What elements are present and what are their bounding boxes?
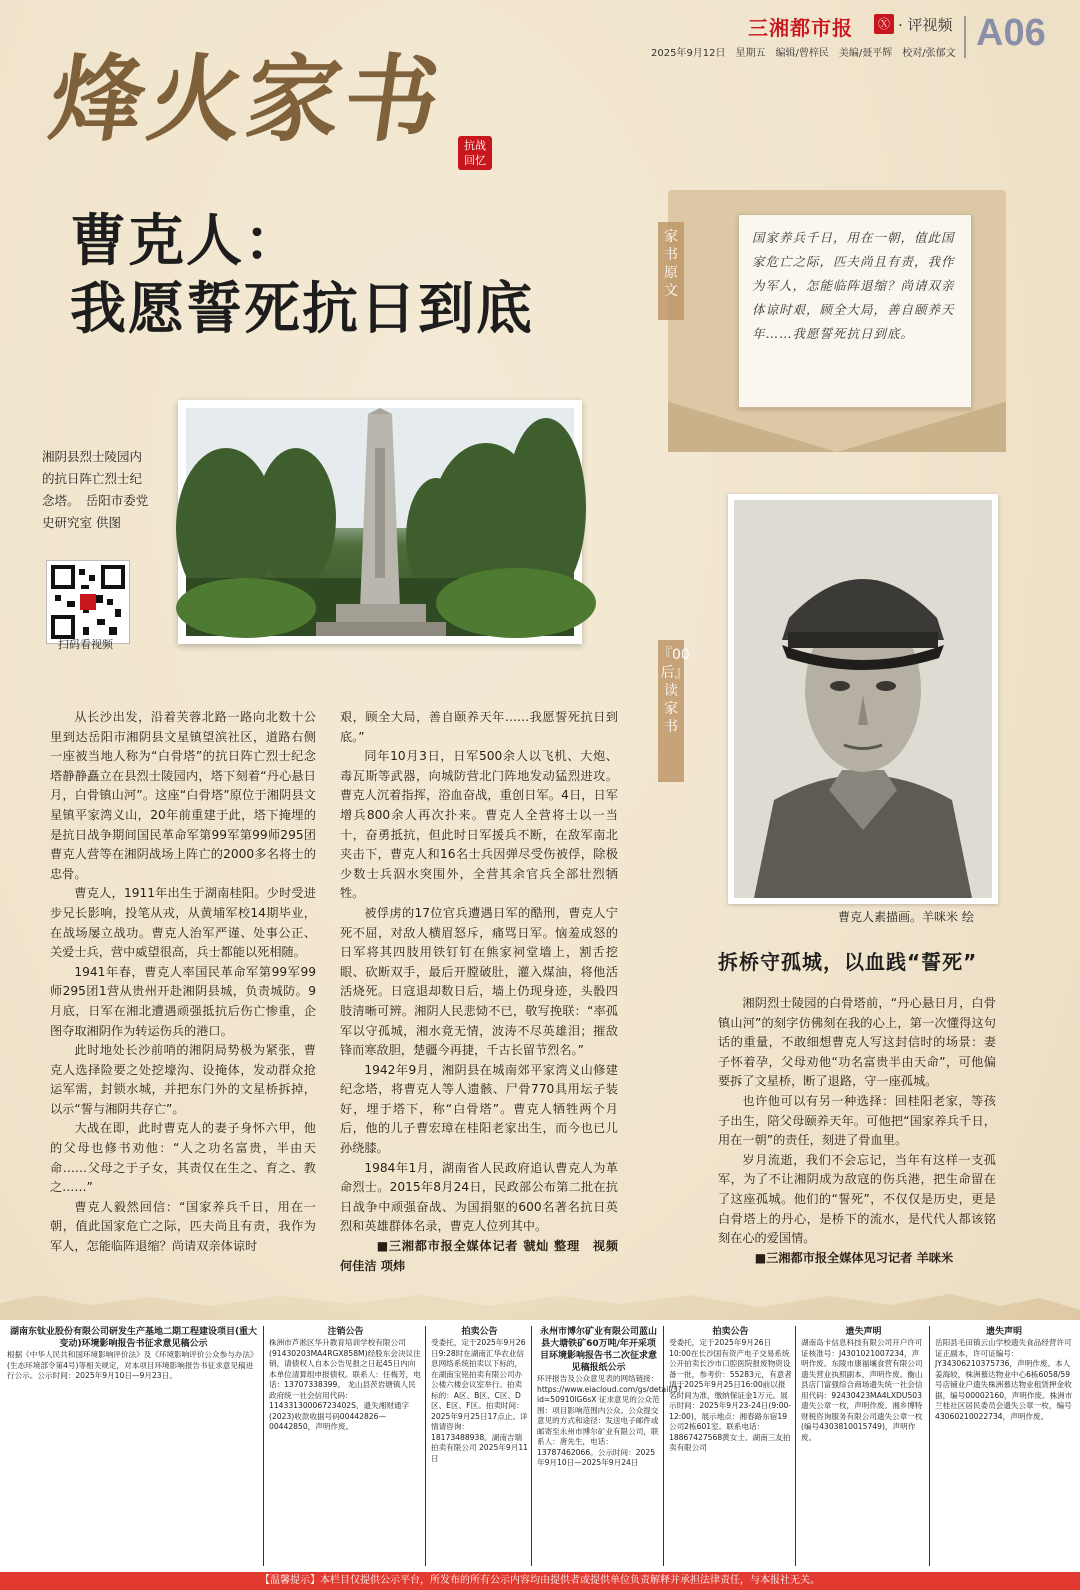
qr-code-icon[interactable] — [46, 560, 130, 644]
article-paragraph: 1942年9月，湘阴县在城南郊平家湾义山修建纪念塔，将曹克人等人遗骸、尸骨770具用坛子装好，埋于塔下，称“白骨塔”。曹克人牺牲两个月后，他的儿子曹宏璋在桂阳老家出生，而今也已儿孙绕膝。 — [340, 1062, 618, 1156]
portrait-illustration — [734, 500, 992, 898]
monument-illustration — [186, 408, 574, 636]
classified-notice — [932, 1326, 1076, 1566]
classified-text: 岳阳县毛田镇云山学校遗失食品经营许可证正副本，许可证编号：JY34306210375736，声明作废。本人姜海较，株洲慕达物业中心6栋6058/59号店铺业户遗失株洲慕达物业租赁押金收据，编号00002160，声明作废。株洲市兰桂社区居民委员会遗失公章一枚，编号43060210022734，声明作废。 — [935, 1338, 1073, 1421]
letter-text: 国家养兵千日，用在一朝，值此国家危亡之际，匹夫尚且有责，我作为军人，怎能临阵退缩？尚请双亲体谅时艰，顾全大局，善自颐养天年……我愿誓死抗日到底。 — [752, 230, 955, 341]
article-paragraph: 曹克人，1911年出生于湖南桂阳。少时受进步兄长影响，投笔从戎，从黄埔军校14期毕业，在战场屡立战功。曹克人治军严谨、处事公正、关爱士兵，营中威望很高，兵士都能以死相随。 — [50, 886, 316, 960]
article-paragraph: 1984年1月，湖南省人民政府追认曹克人为革命烈士。2015年8月24日，民政部公布第二批在抗日战争中顽强奋战、为国捐躯的600名著名抗日英烈和英雄群体名录，曹克人位列其中。 — [340, 1160, 618, 1234]
brand-logo-icon: Ⓧ — [874, 14, 894, 34]
portrait-caption: 曹克人素描画。羊咪米 绘 — [838, 910, 974, 924]
classified-text: 受委托，定于2025年9月26日9:28时在湖南汇华农业信息网络系统拍卖以下标的，在湖南宝铭拍卖有限公司办公楼六楼会议室举行。拍卖标的：A区、B区、C区、D区、E区、F区。拍卖时间：2025年9月25日17点止。详情请咨询：18173488938。湖南吉瑞拍卖有限公司 2025年9月11日 — [431, 1338, 528, 1463]
classified-notice — [798, 1326, 930, 1566]
classified-title: 拍卖公告 — [461, 1327, 498, 1337]
classified-title: 遗失声明 — [985, 1327, 1022, 1337]
classified-title: 拍卖公告 — [712, 1327, 749, 1337]
classified-text: 湖南岛卡信息科技有限公司开户许可证核准号：J4301021007234，声明作废。东陵市康福壤食营有限公司遗失营业执照副本，声明作废。衡山县店门富强综合商场遗失统一社会信用代码：92430423MA4LXDU503遗失公章一枚，声明作废。湘乡博特财税咨询服务有限公司遗失公章一枚(编号4303810015749)，声明作废。 — [801, 1338, 923, 1442]
brand-subtitle: · 评视频 — [898, 16, 953, 34]
classified-title: 永州市博尔矿业有限公司蓝山县大塘铁矿60万吨/年开采项目环境影响报告书二次征求意见稿报纸公示 — [539, 1327, 657, 1373]
headline-line-2: 我愿誓死抗日到底 — [70, 277, 534, 342]
headline — [70, 208, 534, 344]
page-number: A06 — [976, 12, 1046, 54]
commentary-paragraph: 湘阴烈士陵园的白骨塔前，“丹心悬日月，白骨镇山河”的刻字仿佛刻在我的心上，第一次懂得这句话的重量，不敢细想曹克人写这封信时的场景：妻子怀着孕，父母劝他“功名富贵半由天命”，可他偏要拆了文星桥，断了退路，守一座孤城。 — [718, 996, 996, 1089]
classified-notice — [534, 1326, 682, 1566]
article-paragraph: 从长沙出发，沿着芙蓉北路一路向北数十公里到达岳阳市湘阴县文星镇望滨社区，道路右侧一座被当地人称为“白骨塔”的抗日阵亡烈士纪念塔静静矗立在县烈士陵园内，塔下刻着“丹心悬日月，白骨镇山河”。这座“白骨塔”原位于湘阴县文星镇平家湾义山，20年前重建于此，塔下掩埋的是抗日战争期间国民革命军第99军第99师295团曹克人营等在湘阴战场上阵亡的2000多名将士的忠骨。 — [50, 710, 316, 881]
article-byline: ■三湘都市报全媒体记者 虢灿 整理 视频 何佳洁 项炜 — [340, 1239, 618, 1273]
reader-tag: 『00后』读家书 — [658, 640, 684, 782]
commentary-paragraph: 也许他可以有另一种选择：回桂阳老家，等孩子出生，陪父母颐养天年。可他把“国家养兵千日，用在一朝”的责任，刻进了骨血里。 — [718, 1093, 996, 1148]
commentary-paragraph: 岁月流逝，我们不会忘记，当年有这样一支孤军，为了不让湘阴成为敌寇的伤兵港，把生命留在了这座孤城。他们的“誓死”，不仅仅是历史，更是白骨塔上的丹心，是桥下的流水，是代代人都该铭刻在心的爱国情。 — [718, 1152, 996, 1246]
monument-photo — [186, 408, 574, 636]
column-title: 烽火家书 — [43, 45, 451, 155]
article-paragraph: 曹克人毅然回信：“国家养兵千日，用在一朝，值此国家危亡之际，匹夫尚且有责，我作为军人，怎能临阵退缩？尚请双亲体谅时 — [50, 1199, 316, 1254]
classified-text: 受委托，定于2025年9月26日10:00在长沙国有资产电子交易系统公开拍卖长沙市口腔医院报废物资设备一批，参考价：55283元，有意者请于2025年9月25日16:00前以报名时间为准，缴纳保证金1万元。展示时间：2025年9月23-24日(9:00-12:00)，展示地点：湘春路东宿19公司2栋601室。联系电话：18867427568黄女士。湖南三友拍卖有限公司 — [669, 1338, 792, 1452]
issue-date-line: 2025年9月12日 星期五 编辑/曾梓民 美编/聂平辉 校对/张郁文 — [651, 48, 956, 59]
commentary-column — [718, 994, 996, 1268]
newspaper-brand: 三湘都市报 — [748, 16, 853, 40]
classified-notice — [666, 1326, 796, 1566]
commentary-heading: 拆桥守孤城，以血践“誓死” — [718, 950, 978, 974]
classified-notice — [266, 1326, 426, 1566]
qr-code-graphic — [47, 561, 129, 643]
article-paragraph: 艰，顾全大局，善自颐养天年……我愿誓死抗日到底。” — [340, 710, 618, 744]
masthead-divider — [964, 16, 966, 58]
photo-caption: 湘阴县烈士陵园内的抗日阵亡烈士纪念塔。 岳阳市委党史研究室 供图 — [42, 449, 149, 530]
article-paragraph: 同年10月3日，日军500余人以飞机、大炮、毒瓦斯等武器，向城防营北门阵地发动猛烈进攻。曹克人沉着指挥，浴血奋战，重创日军。4日，日军增兵800余人再次扑来。曹克人全营将士以一当十，奋勇抵抗，但此时日军援兵不断，在敌军南北夹击下，曹克人和16名士兵因弹尽受伤被俘，除极少数士兵泅水突围外，全营其余官兵全部壮烈牺牲。 — [340, 749, 618, 901]
article-paragraph: 1941年春，曹克人率国民革命军第99军99师295团1营从贵州开赴湘阴县城，负责城防。9月底，日军在湘北遭遇顽强抵抗后伤亡惨重，企图夺取湘阴作为转运伤兵的港口。 — [50, 964, 316, 1038]
classified-text: 根据《中华人民共和国环境影响评价法》及《环境影响评价公众参与办法》(生态环境部令第4号)等相关规定，对本项目环境影响报告书征求意见稿进行公示。公示时间：2025年9月10日—9月23日。 — [7, 1350, 258, 1380]
classified-title: 注销公告 — [327, 1327, 364, 1337]
classified-text: 环评报告及公众意见表的网络链接：https://www.eiacloud.com/gs/detail/3?id=50910lG6sX 征求意见的公众范围：项目影响范围内公众。公众提交意见的方式和途径：发送电子邮件或邮寄至永州市博尔矿业有限公司，联系人：唐先生，电话：13787462066。公示时间：2025年9月10日—2025年9月24日 — [537, 1374, 682, 1467]
disclaimer-bar: 【温馨提示】本栏目仅提供公示平台，所发布的所有公示内容均由提供者或提供单位负责解释并承担法律责任，与本报社无关。 — [0, 1572, 1080, 1590]
classified-notice — [4, 1326, 264, 1566]
classified-title: 湖南东钛业股份有限公司研发生产基地二期工程建设项目(重大变动)环境影响报告书征求意见稿公示 — [9, 1327, 258, 1349]
letter-tag: 家书原文 — [658, 222, 684, 320]
article-paragraph: 此时地处长沙前哨的湘阴局势极为紧张，曹克人选择险要之处挖壕沟、设掩体，发动群众抢运军需，封锁水城，并把东门外的文星桥拆掉，以示“誓与湘阴共存亡”。 — [50, 1043, 316, 1116]
commentary-byline: ■三湘都市报全媒体见习记者 羊咪米 — [754, 1250, 954, 1265]
classified-text: 株洲市芦淞区华升教育培训学校有限公司(91430203MA4RGX858M)经股东会决议注销，请债权人自本公告见报之日起45日内向本单位清算组申报债权。联系人：任梅芳，电话：13707338399。 龙山县茨岩塘镇人民政府统一社会信用代码：11433130006723402S，遗失湘财通字(2023)收款收据号码00442826—00442850，声明作废。 — [269, 1338, 421, 1431]
article-column-2 — [340, 708, 618, 1276]
qr-code-label: 扫码看视频 — [58, 638, 113, 651]
article-column-1 — [50, 708, 316, 1257]
article-paragraph: 被俘虏的17位官兵遭遇日军的酷刑，曹克人宁死不屈，对敌人横眉怒斥，痛骂日军。恼羞成怒的日军将其四肢用铁钉钉在熊家祠堂墙上，割舌挖眼、砍断双手，最后开膛破肚，灌入煤油，将他活活烧死。日寇退却数日后，墙上仍现身迹，头骰四肢清晰可辨。湘阴人民悲恸不已，敬写挽联：“率孤军以守孤城，湘水竟无情，波涛不尽英雄泪；摧敌锋而寒敌胆，楚疆今再捷，千古长留节烈名。” — [340, 905, 618, 1058]
classified-notice — [428, 1326, 532, 1566]
portrait-sketch — [734, 500, 992, 898]
headline-line-1: 曹克人： — [70, 209, 302, 274]
classified-title: 遗失声明 — [845, 1327, 882, 1337]
column-stamp: 抗战 回忆 — [458, 136, 492, 170]
article-paragraph: 大战在即，此时曹克人的妻子身怀六甲，他的父母也修书劝他：“人之功名富贵，半由天命……父母之于子女，其责仅在生之、育之、教之……” — [50, 1121, 316, 1195]
